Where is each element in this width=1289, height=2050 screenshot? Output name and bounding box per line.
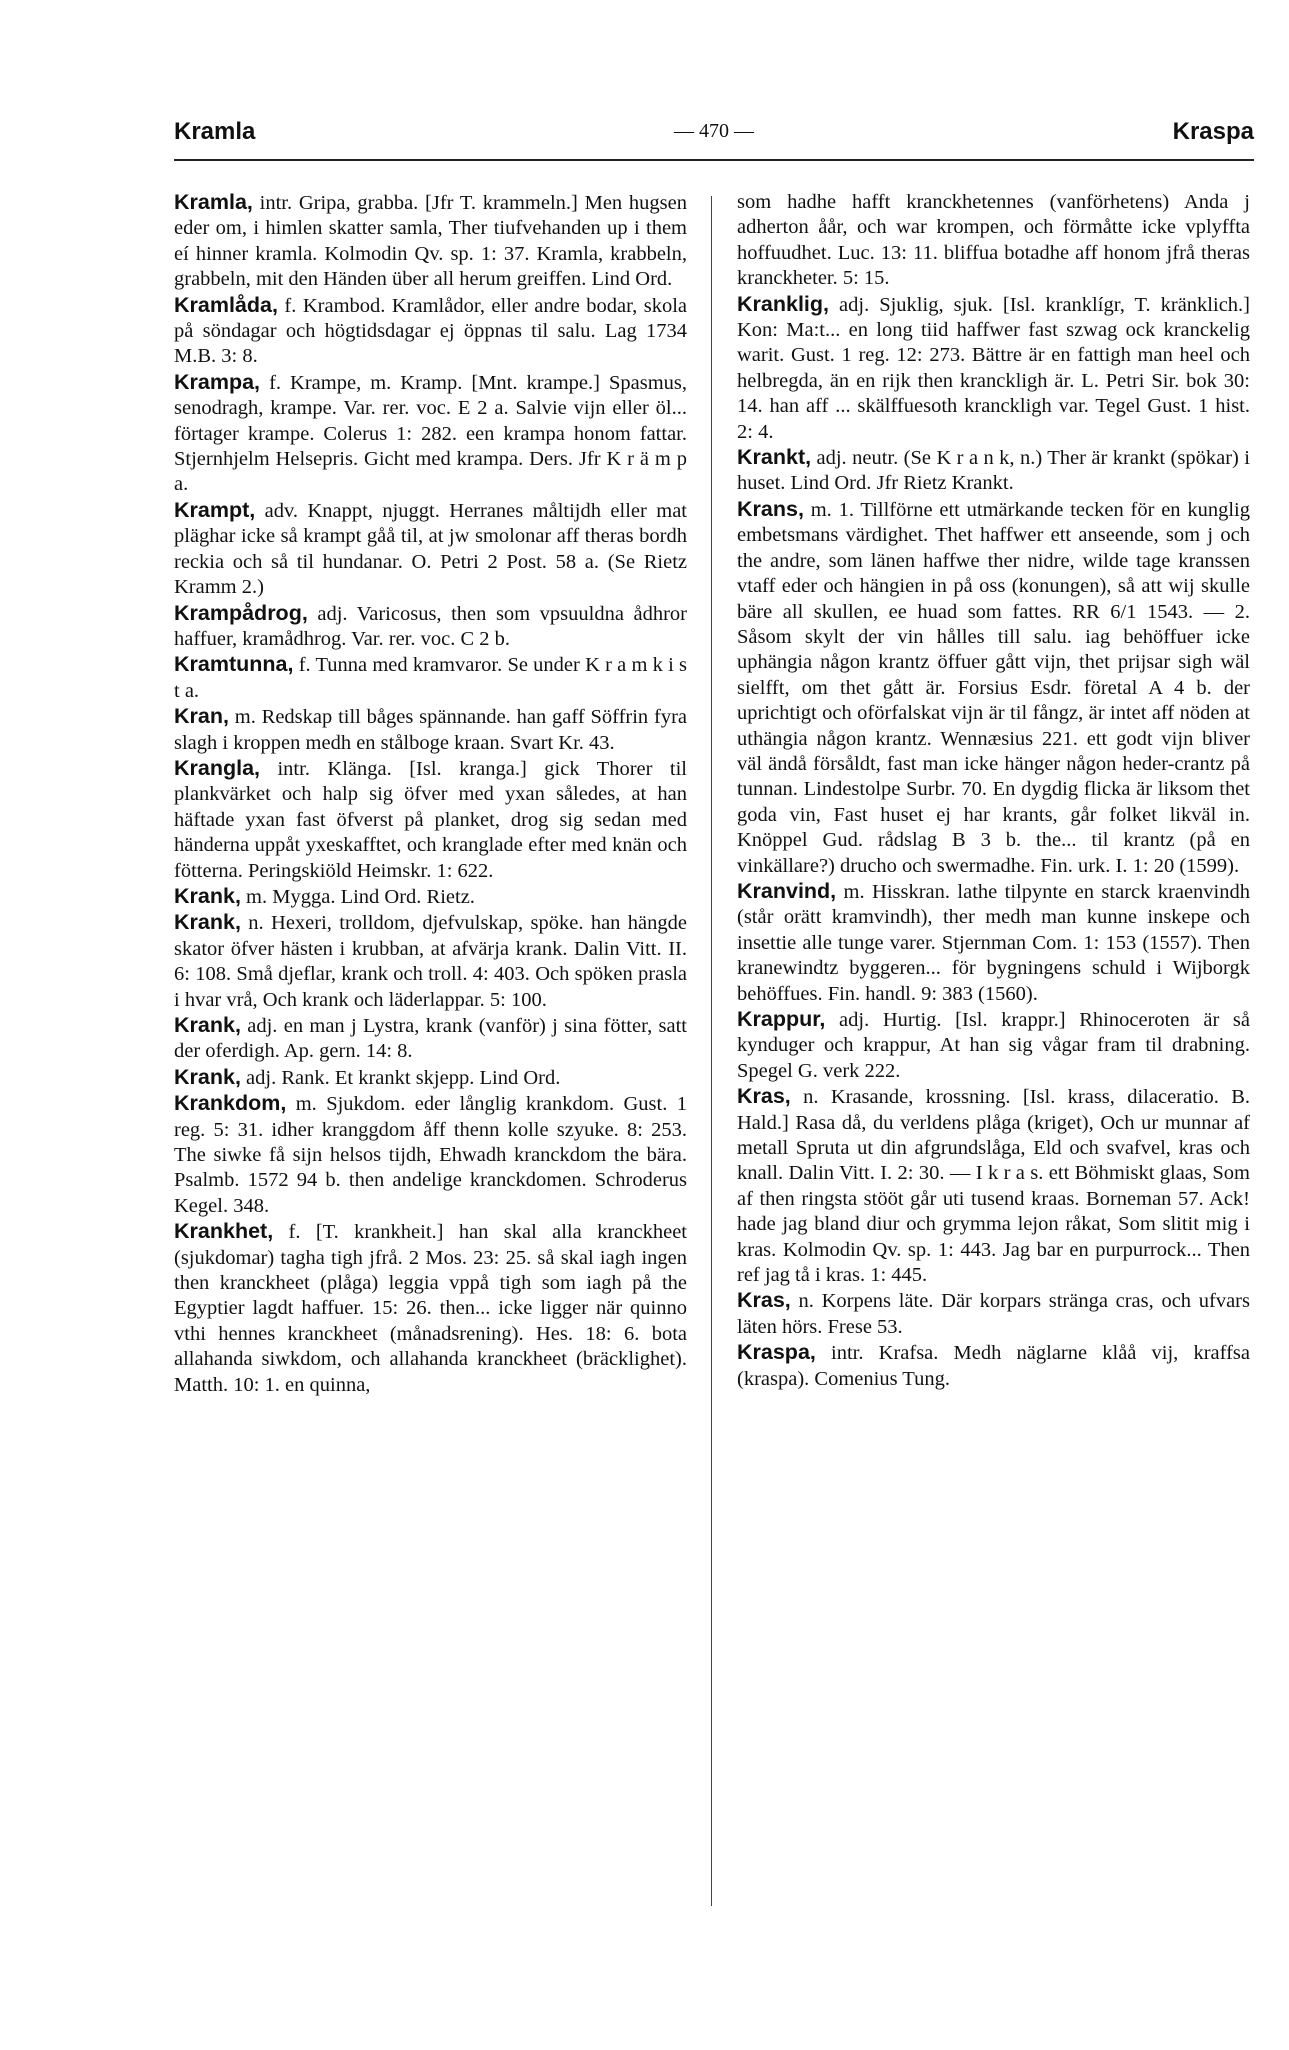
column-divider xyxy=(711,196,712,1906)
entry-text: m. Mygga. Lind Ord. Rietz. xyxy=(240,885,475,908)
entry-text: f. Krampe, m. Kramp. [Mnt. krampe.] Spasmus, senodragh, krampe. Var. rer. voc. E 2 a. Salvie vijn eller öl... förtager krampe. Colerus 1: 282. een krampa honom fattar. Stjernhjelm Helsepris. Gicht med krampa. Ders. Jfr K r ä m p a. xyxy=(174,371,687,496)
entry-text: adj. neutr. (Se K r a n k, n.) Ther är krankt (spökar) i huset. Lind Ord. Jfr Rietz Krankt. xyxy=(737,447,1250,495)
dictionary-entry xyxy=(174,1013,687,1065)
entry-text: adj. Hurtig. [Isl. krappr.] Rhinoceroten är så kynduger och krappur, At han sig vågar fram til drabning. Spegel G. verk 222. xyxy=(737,1009,1250,1082)
entry-headword: Krappur, xyxy=(737,1007,826,1031)
entry-headword: Krampa, xyxy=(174,369,261,394)
entry-headword: Krampådrog, xyxy=(174,600,308,625)
entry-headword: Krampt, xyxy=(174,497,256,522)
entry-headword: Kramlåda, xyxy=(174,292,278,317)
entry-headword: Kramla, xyxy=(174,190,253,214)
entry-headword: Kramtunna, xyxy=(174,652,294,677)
entry-headword: Kraspa, xyxy=(737,1340,816,1365)
entry-text: adv. Knappt, njuggt. Herranes måltijdh eller mat pläghar icke så krampt gåå til, at jw smolonar aff theras bordh reckia och så til hundanar. O. Petri 2 Post. 58 a. (Se Rietz Kramm 2.) xyxy=(174,499,687,599)
entry-text: m. Redskap till båges spännande. han gaff Söffrin fyra slagh i kroppen medh en stålboge kraan. Svart Kr. 43. xyxy=(174,706,687,754)
left-column xyxy=(174,190,687,1398)
entry-text: f. Tunna med kramvaror. Se under K r a m k i s t a. xyxy=(174,654,687,702)
entry-headword: Krank, xyxy=(174,883,241,908)
dictionary-entry xyxy=(737,445,1250,497)
entry-text: adj. en man j Lystra, krank (vanför) j sina fötter, satt der oferdigh. Ap. gern. 14: 8. xyxy=(174,1015,687,1063)
entry-headword: Kran, xyxy=(174,704,229,729)
entry-text: n. Hexeri, trolldom, djefvulskap, spöke. han hängde skator öfver hästen i krubban, at afvärja krank. Dalin Vitt. II. 6: 108. Små djeflar, krank och troll. 4: 403. Och spöken prasla i hvar vrå, Och krank och läderlappar. 5: 100. xyxy=(174,912,687,1011)
entry-headword: Krangla, xyxy=(174,755,261,780)
dictionary-entry xyxy=(737,292,1250,445)
entry-headword: Kras, xyxy=(737,1084,791,1109)
entry-text: n. Korpens läte. Där korpars stränga cras, och ufvars läten hörs. Frese 53. xyxy=(737,1290,1250,1338)
entry-text: n. Krasande, krossning. [Isl. krass, dilaceratio. B. Hald.] Rasa då, du verldens plåga (kriget), Och ur munnar af metall Spruta ut din afgrundslåga, Eld och svafvel, kras och knall. Dalin Vitt. I. 2: 30. — I k r a s. ett Böhmiskt glaas, Som af then ringsta stööt går uti tusend kraas. Borneman 57. Ack! hade jag bland diur och grymma lejon råkat, Som slitit mig i kras. Kolmodin Qv. sp. 1: 443. Jag bar en purpurrock... Then ref jag tå i kras. 1: 445. xyxy=(737,1086,1250,1287)
dictionary-entry xyxy=(737,1288,1250,1340)
dictionary-entry xyxy=(737,1084,1250,1288)
entry-text: m. 1. Tillförne ett utmärkande tecken för en kunglig embetsmans värdighet. Thet haffwer ett anseende, som j och the andre, som länen haffwe ther nidre, wilde tage kranssen vtaff eder och hängien in på oss (konungen), så att wij skulle bäre all skullen, ee huad som fattes. RR 6/1 1543. — 2. Såsom skylt der vin hålles till salu. iag behöffuer icke uphängia någon krantz öffuer gått vijn, thet prijsar sigh wäl sielfft, om thet gått är. Forsius Esdr. företal A 4 b. der uprichtigt och oförfalskat vijn är til fångz, är intet aff nöden at uthängia någon krantz. Wennæsius 221. ett godt vijn bliver väl ändå försåldt, fast man icke hänger någon heder-crantz på tunnan. Lindestolpe Surbr. 70. En dygdig flicka är liksom thet goda vin, Fast huset ej har krants, går folket likväl in. Knöppel Gud. rådslag B 3 b. the... til krantz (på en vinkällare?) drucho och swermadhe. Fin. urk. I. 1: 20 (1599). xyxy=(737,498,1250,877)
right-column xyxy=(737,190,1250,1392)
entry-text: adj. Varicosus, then som vpsuuldna ådhror haffuer, kramådhrog. Var. rer. voc. C 2 b. xyxy=(174,602,687,650)
header-first-word: Kramla xyxy=(174,118,256,145)
entry-text: som hadhe hafft kranckhetennes (vanförhetens) Anda j adherton åår, och war krompen, och förmåtte icke vplyffta hoffuudhet. Luc. 13: 11. bliffua botadhe aff honom jfrå theras kranckheter. 5: 15. xyxy=(737,191,1250,290)
header-rule xyxy=(174,159,1254,161)
header-last-word: Kraspa xyxy=(1172,118,1254,145)
dictionary-entry xyxy=(174,293,687,370)
dictionary-entry xyxy=(737,879,1250,1007)
dictionary-entry xyxy=(174,704,687,756)
entry-headword: Krankdom, xyxy=(174,1091,287,1116)
entry-text: adj. Rank. Et krankt skjepp. Lind Ord. xyxy=(240,1066,561,1089)
entry-headword: Kranklig, xyxy=(737,291,829,316)
dictionary-entry xyxy=(737,497,1250,879)
dictionary-entry xyxy=(174,910,687,1013)
entry-headword: Kras, xyxy=(737,1288,791,1313)
dictionary-entry xyxy=(174,601,687,653)
dictionary-entry xyxy=(174,652,687,704)
dictionary-entry xyxy=(174,1091,687,1219)
dictionary-entry xyxy=(174,884,687,910)
entry-text: m. Sjukdom. eder långlig krankdom. Gust. 1 reg. 5: 31. idher kranggdom åff thenn kolle szyuke. 8: 253. The siwke få sijn helsos tijdh, Ehwadh kranckdom the bära. Psalmb. 1572 94 b. then andelige kranckdomen. Schroderus Kegel. 348. xyxy=(174,1093,687,1217)
entry-text: adj. Sjuklig, sjuk. [Isl. kranklígr, T. kränklich.] Kon: Ma:t... en long tiid haffwer fast szwag ock kranckelig warit. Gust. 1 reg. 12: 273. Bättre är en fattigh man heel och helbregda, än en rijk then kranckligh är. L. Petri Sir. bok 30: 14. han aff ... skälffuesoth kranckligh var. Tegel Gust. 1 hist. 2: 4. xyxy=(737,293,1250,443)
entry-text: intr. Klänga. [Isl. kranga.] gick Thorer til plankvärket och halp sig öfver med yxan således, at han häftade yxan fast öfverst på planket, drog sig sedan med händerna uppåt yxeskafftet, och kranglade efter med knän och fötterna. Peringskiöld Heimskr. 1: 622. xyxy=(174,757,687,882)
entry-headword: Kranvind, xyxy=(737,878,837,903)
entry-headword: Krank, xyxy=(174,1064,241,1089)
dictionary-entry xyxy=(174,1065,687,1091)
dictionary-entry xyxy=(737,1340,1250,1392)
dictionary-entry xyxy=(174,190,687,293)
page-number: — 470 — xyxy=(674,120,754,142)
dictionary-entry xyxy=(737,190,1250,292)
dictionary-entry xyxy=(174,1219,687,1398)
entry-text: m. Hisskran. lathe tilpynte en starck kraenvindh (står orätt kramvindh), ther medh man kunne inskepe och insettie alle tunge varer. Stjernman Com. 1: 153 (1557). Then kranewindtz byggeren... för bygningens schuld i Wijborgk behöffues. Fin. handl. 9: 383 (1560). xyxy=(737,880,1250,1005)
entry-text: f. Krambod. Kramlådor, eller andre bodar, skola på söndagar och högtidsdagar ej öppnas til salu. Lag 1734 M.B. 3: 8. xyxy=(174,294,687,368)
entry-headword: Krankt, xyxy=(737,445,812,470)
entry-headword: Krankhet, xyxy=(174,1219,274,1244)
entry-text: f. [T. krankheit.] han skal alla kranckheet (sjukdomar) tagha tigh jfrå. 2 Mos. 23: 25. så skal iagh ingen then kranckheet (plåga) leggia vppå tigh som iagh på the Egyptier lagdt haffuer. 15: 26. then... icke ligger när quinno vthi hennes kranckheet (månadsrening). Hes. 18: 6. bota allahanda siwkdom, och allahanda kranckheet (bräcklighet). Matth. 10: 1. en quinna, xyxy=(174,1221,687,1396)
dictionary-entry xyxy=(737,1007,1250,1084)
entry-headword: Krank, xyxy=(174,1013,241,1037)
page-header xyxy=(174,118,1254,158)
entry-text: intr. Krafsa. Medh näglarne klåå vij, kraffsa (kraspa). Comenius Tung. xyxy=(737,1342,1250,1390)
entry-headword: Krans, xyxy=(737,496,804,521)
dictionary-entry xyxy=(174,370,687,498)
dictionary-entry xyxy=(174,756,687,884)
entry-text: intr. Gripa, grabba. [Jfr T. krammeln.] Men hugsen eder om, i himlen skatter samla, Ther tiufvehanden up i them eí hinner kramla. Kolmodin Qv. sp. 1: 37. Kramla, krabbeln, grabbeln, mit den Händen über all herum greiffen. Lind Ord. xyxy=(174,192,687,291)
entry-headword: Krank, xyxy=(174,910,241,935)
dictionary-entry xyxy=(174,498,687,601)
